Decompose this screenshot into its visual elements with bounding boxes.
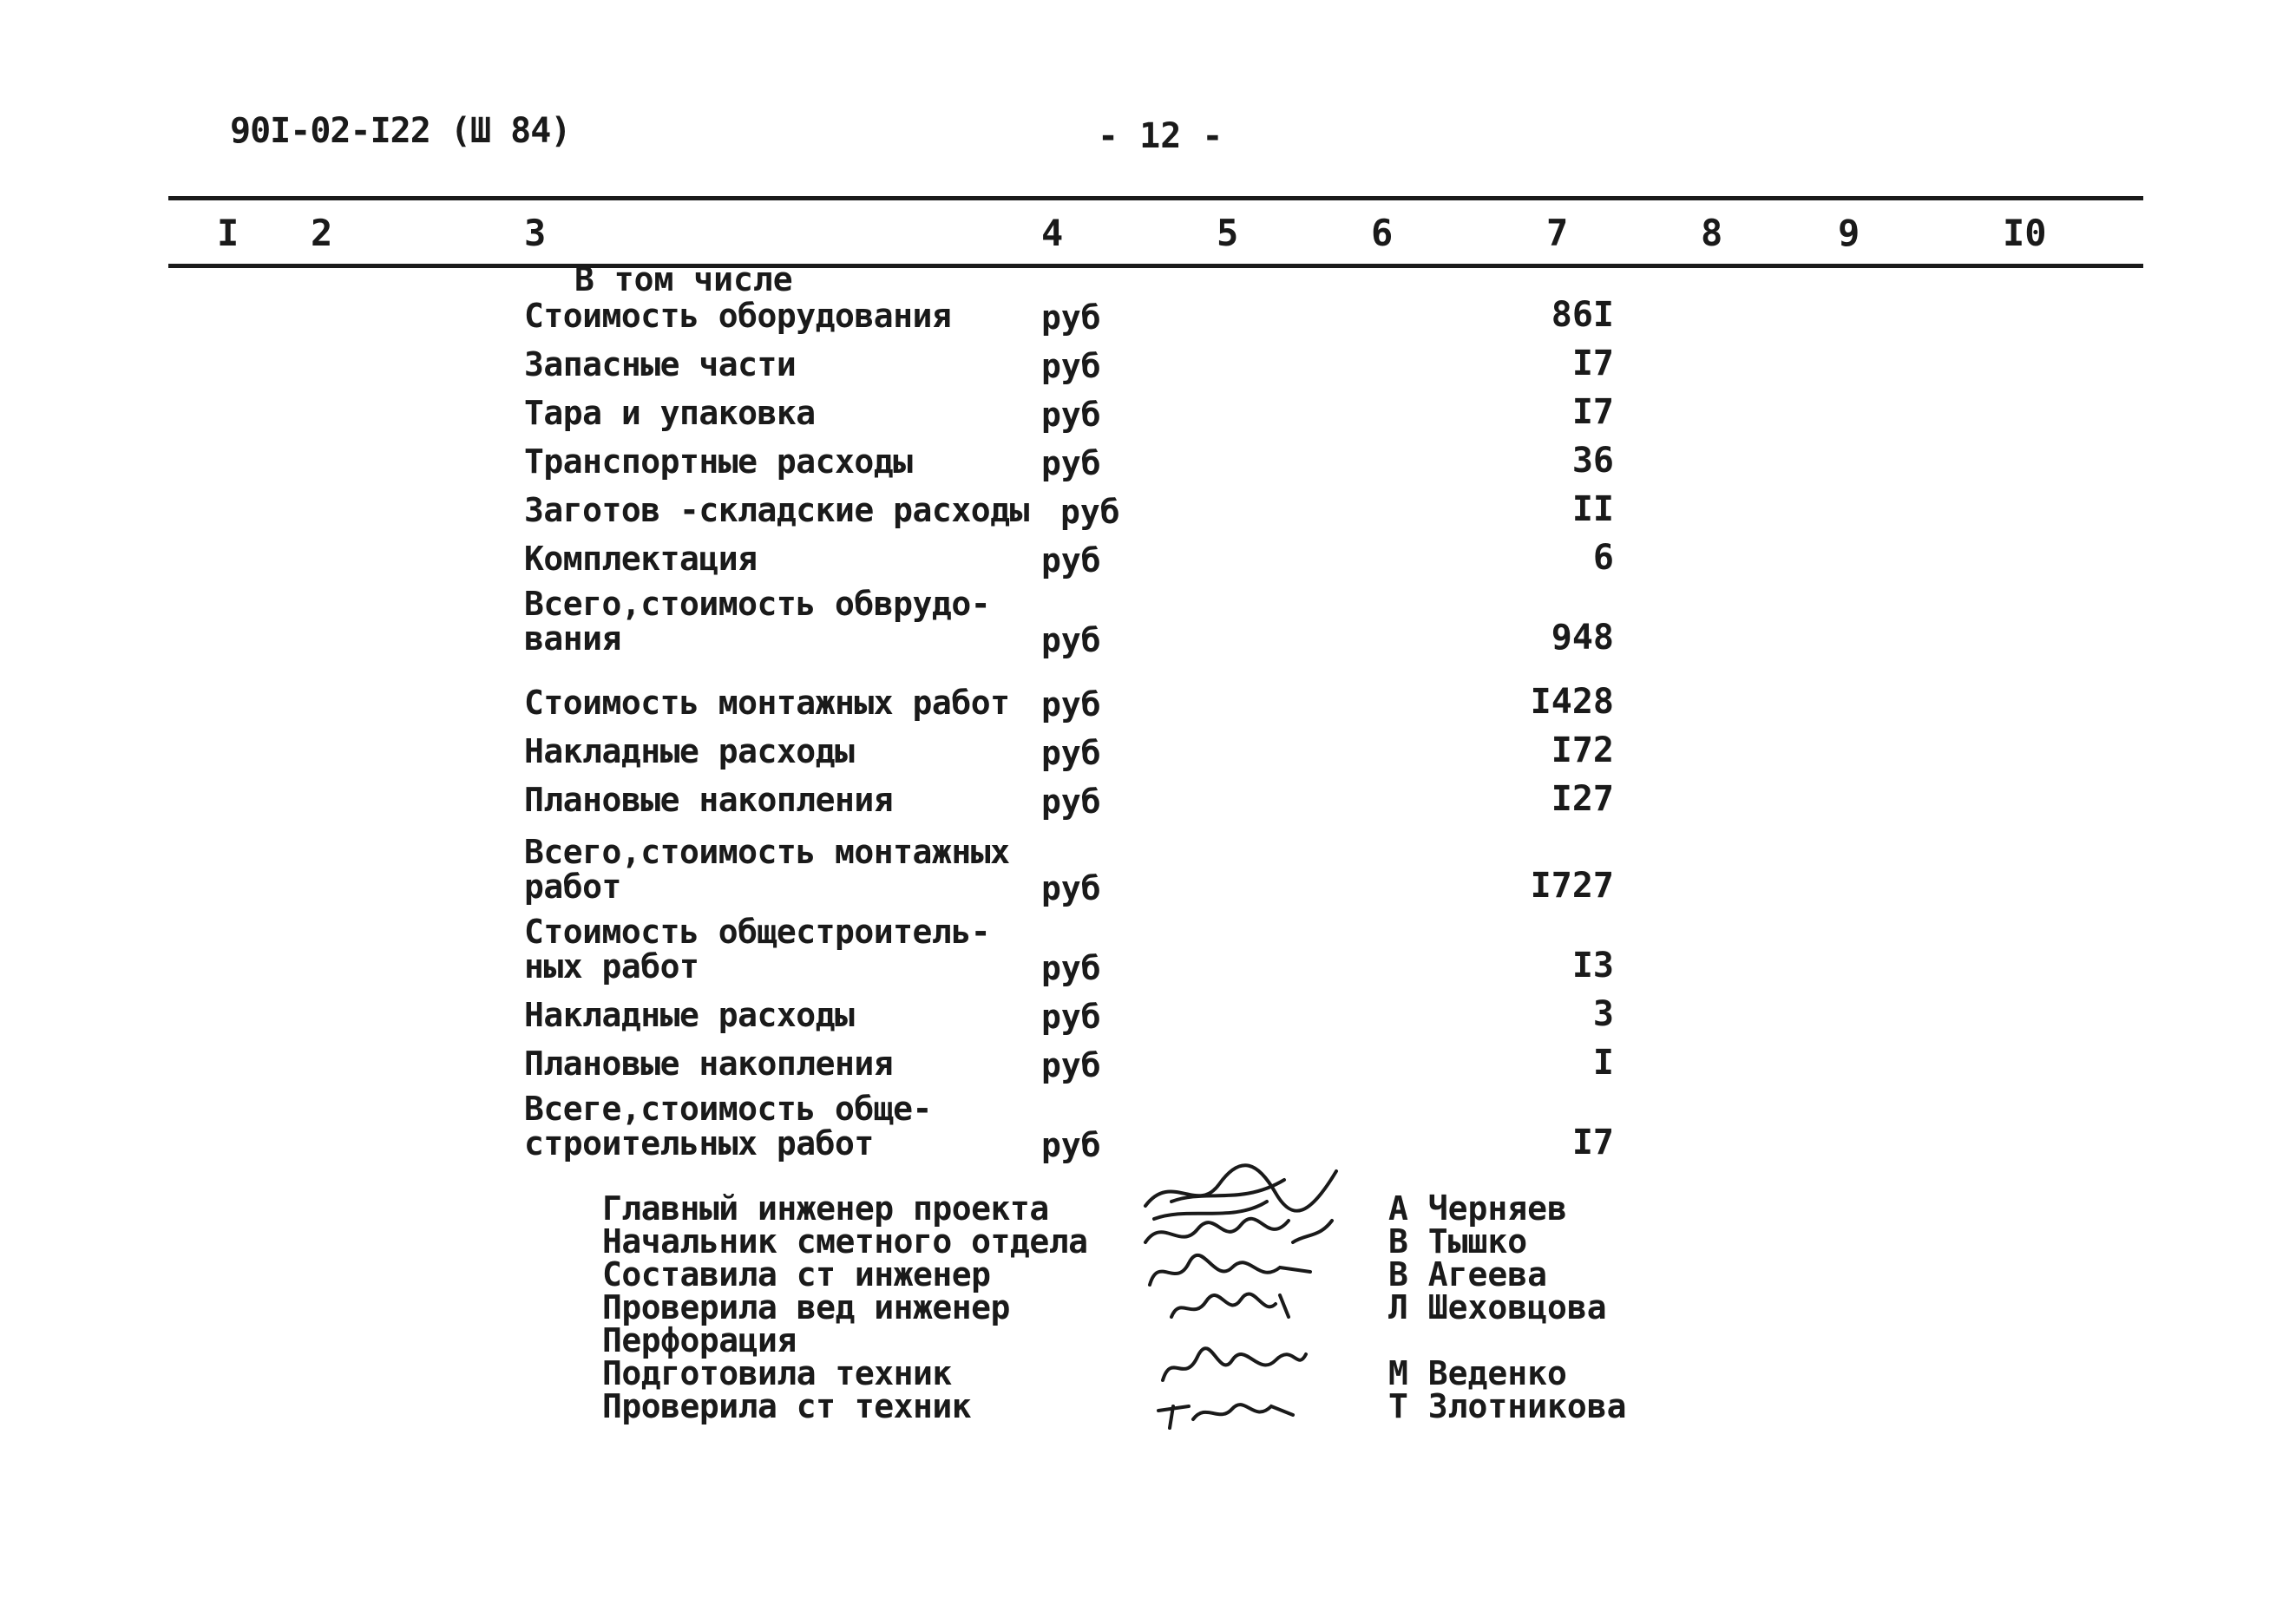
signatory-name: Т Злотникова (1388, 1387, 1627, 1425)
row-label-continued: работ (524, 868, 621, 906)
row-label: Стоимость общестроитель- (524, 913, 991, 951)
row-unit: руб (1041, 298, 1101, 337)
table-header-rule (168, 264, 2143, 268)
row-label: Плановые накопления (524, 1045, 894, 1083)
row-label: Транспортные расходы (524, 442, 913, 481)
row-value: 3 (1592, 994, 1614, 1034)
row-value: II (1571, 489, 1614, 529)
subheading: В том числе (574, 260, 793, 298)
row-label: Стоимость оборудования (524, 297, 952, 335)
row-label: Комплектация (524, 540, 758, 578)
column-header-5: 5 (1217, 212, 1239, 254)
signature-role: Проверила ст техник (602, 1387, 972, 1425)
row-label: Заготов -складские расходы (524, 491, 1029, 529)
row-value: I72 (1551, 730, 1614, 770)
column-header-6: 6 (1371, 212, 1394, 254)
row-unit: руб (1041, 685, 1101, 724)
row-unit: руб (1041, 541, 1101, 580)
column-header-9: 9 (1838, 212, 1860, 254)
row-value: 6 (1592, 538, 1614, 578)
row-label: Стоимость монтажных работ (524, 684, 1010, 722)
row-value: 36 (1571, 441, 1614, 481)
signature-role: Начальник сметного отдела (602, 1222, 1088, 1261)
row-unit: руб (1041, 869, 1101, 907)
signature-role: Составила ст инженер (602, 1255, 991, 1293)
row-value: I7 (1571, 344, 1614, 383)
document-code: 90I-02-I22 (Ш 84) (230, 111, 571, 151)
row-value: I27 (1551, 779, 1614, 819)
row-unit: руб (1041, 621, 1101, 659)
row-value: I727 (1530, 866, 1614, 906)
signature-role: Проверила вед инженер (602, 1288, 1010, 1326)
row-unit: руб (1041, 949, 1101, 987)
signatory-name: В Агеева (1388, 1255, 1548, 1293)
handwritten-signature (1137, 1385, 1328, 1433)
row-label: Всего,стоимость монтажных (524, 833, 1010, 871)
column-header-3: 3 (524, 212, 547, 254)
row-label-continued: строительных работ (524, 1124, 874, 1162)
row-label-continued: ных работ (524, 947, 699, 986)
row-unit: руб (1041, 396, 1101, 434)
row-unit: руб (1041, 1046, 1101, 1084)
signatory-name: В Тышко (1388, 1222, 1528, 1261)
row-label: Накладные расходы (524, 996, 855, 1034)
row-value: I7 (1571, 392, 1614, 432)
row-label-continued: вания (524, 619, 621, 658)
signature-role: Перфорация (602, 1321, 797, 1359)
page-number: - 12 - (1098, 116, 1223, 156)
row-label: Плановые накопления (524, 781, 894, 819)
signature-role: Главный инженер проекта (602, 1189, 1049, 1228)
column-header-7: 7 (1546, 212, 1569, 254)
row-label: Запасные части (524, 345, 797, 383)
column-header-1: I (217, 212, 239, 254)
row-label: Тара и упаковка (524, 394, 816, 432)
signatory-name: Л Шеховцова (1388, 1288, 1607, 1326)
row-value: I428 (1530, 682, 1614, 722)
row-label: Всего,стоимость обврудо- (524, 585, 991, 623)
column-header-10: I0 (2003, 212, 2047, 254)
row-unit: руб (1060, 493, 1120, 531)
row-value: 948 (1551, 618, 1614, 658)
signature-role: Подготовила техник (602, 1354, 952, 1392)
row-unit: руб (1041, 783, 1101, 821)
row-label: Накладные расходы (524, 732, 855, 770)
table-top-rule (168, 196, 2143, 200)
row-unit: руб (1041, 734, 1101, 772)
row-unit: руб (1041, 998, 1101, 1036)
signatory-name: А Черняев (1388, 1189, 1567, 1228)
row-label: Всеге,стоимость обще- (524, 1090, 932, 1128)
row-unit: руб (1041, 347, 1101, 385)
row-value: 86I (1551, 295, 1614, 335)
row-unit: руб (1041, 444, 1101, 482)
row-unit: руб (1041, 1126, 1101, 1164)
column-header-4: 4 (1041, 212, 1064, 254)
row-value: I7 (1571, 1123, 1614, 1162)
signatory-name: М Веденко (1388, 1354, 1567, 1392)
row-value: I (1592, 1043, 1614, 1083)
row-value: I3 (1571, 946, 1614, 986)
column-header-8: 8 (1701, 212, 1723, 254)
column-header-2: 2 (311, 212, 333, 254)
handwritten-signature (1137, 1282, 1310, 1331)
